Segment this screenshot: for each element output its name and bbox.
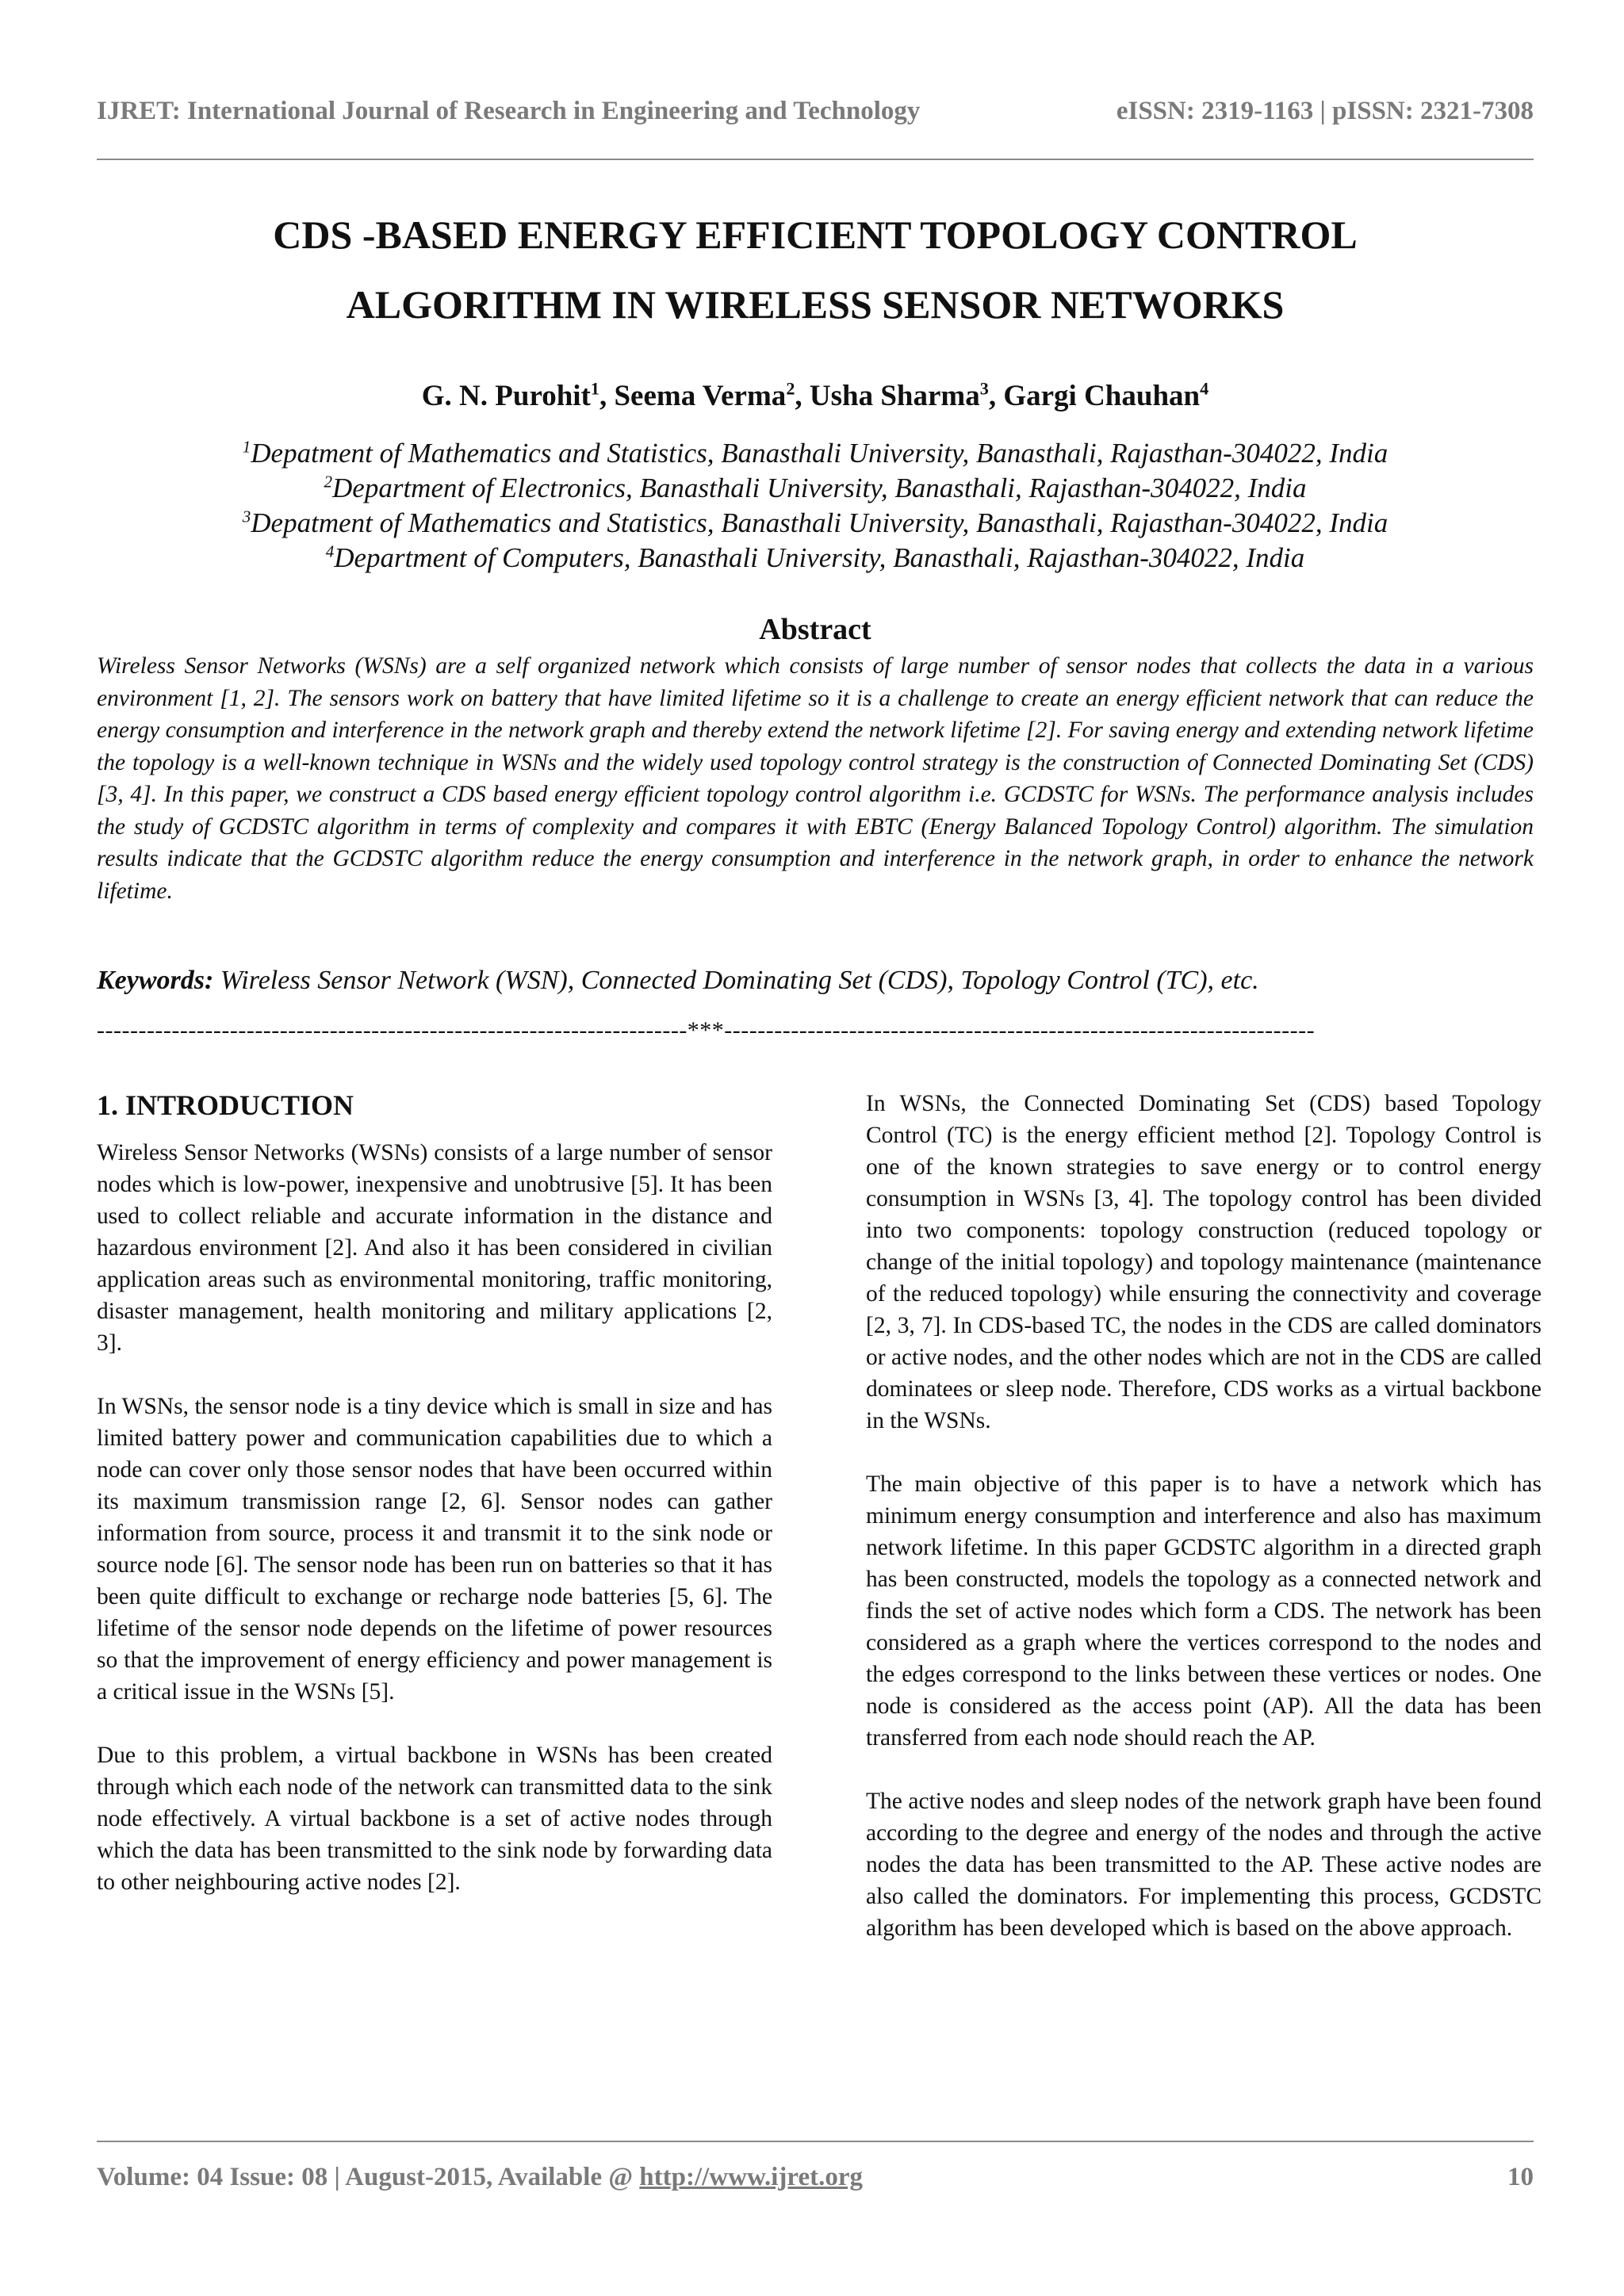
left-column (97, 1088, 772, 1930)
affiliation-list (97, 436, 1534, 576)
author-list: G. N. Purohit$^1$, Seema Verma$^2$, Usha Sharma$^3$, Gargi Chauhan$^4$ (421, 378, 1209, 412)
author-name: Gargi Chauhan (1003, 380, 1201, 412)
author-sup: 4 (1200, 378, 1209, 399)
author-name: Usha Sharma (809, 380, 980, 412)
affiliation: $^1$Depatment of Mathematics and Statistics, Banasthali University, Banasthali, Rajasthan-304022, India (242, 437, 1388, 469)
paragraph: The active nodes and sleep nodes of the network graph have been found according to the degree and energy of the nodes and through the active nodes the data has been transmitted to the AP. These active nodes are also called the dominators. For implementing this process, GCDSTC algorithm has been developed which is based on the above approach. (866, 1789, 1542, 1941)
title-line-2: ALGORITHM IN WIRELESS SENSOR NETWORKS (346, 282, 1285, 327)
running-footer (97, 2163, 1534, 2192)
affiliation: $^2$Department of Electronics, Banasthali University, Banasthali, Rajasthan-304022, India (324, 472, 1307, 503)
page-number: 10 (1507, 2163, 1534, 2191)
journal-name: IJRET: International Journal of Research in Engineering and Technology (97, 97, 921, 125)
author-sup: 2 (786, 378, 795, 399)
paragraph: Wireless Sensor Networks (WSNs) consists of a large number of sensor nodes which is low-power, inexpensive and unobtrusive [5]. It has been used to collect reliable and accurate information in the distance and hazardous environment [2]. And also it has been considered in civilian application areas such as environmental monitoring, traffic monitoring, disaster management, health monitoring and military applications [2, 3]. (97, 1140, 772, 1356)
title-line-1: CDS -BASED ENERGY EFFICIENT TOPOLOGY CONTROL (273, 212, 1358, 257)
keywords-label: Keywords: (97, 966, 214, 995)
issn-info: eISSN: 2319-1163 | pISSN: 2321-7308 (1116, 97, 1534, 125)
footer-rule (97, 2141, 1534, 2142)
abstract-heading: Abstract (759, 613, 871, 646)
keywords-text: Wireless Sensor Network (WSN), Connected Dominating Set (CDS), Topology Control (TC), etc. (220, 966, 1259, 995)
paragraph: Due to this problem, a virtual backbone in WSNs has been created through which each node of the network can transmitted data to the sink node effectively. A virtual backbone is a set of active nodes through which the data has been transmitted to the sink node by forwarding data to other neighbouring active nodes [2]. (97, 1743, 772, 1895)
paragraph: In WSNs, the Connected Dominating Set (CDS) based Topology Control (TC) is the energy efficient method [2]. Topology Control is one of the known strategies to save energy or to control energy consumption in WSNs [3, 4]. The topology control has been divided into two components: topology construction (reduced topology or change of the initial topology) and topology maintenance (maintenance of the reduced topology) while ensuring the connectivity and coverage [2, 3, 7]. In CDS-based TC, the nodes in the CDS are called dominators or active nodes, and the other nodes which are not in the CDS are called dominatees or sleep node. Therefore, CDS works as a virtual backbone in the WSNs. (866, 1091, 1542, 1433)
author-name: Seema Verma (614, 380, 787, 412)
affiliation: $^3$Depatment of Mathematics and Statistics, Banasthali University, Banasthali, Rajasthan-304022, India (242, 507, 1388, 538)
abstract-text: Wireless Sensor Networks (WSNs) are a self organized network which consists of large number of sensor nodes that collects the data in a various environment [1, 2]. The sensors work on battery that have limited lifetime so it is a challenge to create an energy efficient network that can reduce the energy consumption and interference in the network graph and thereby extend the network lifetime [2]. For saving energy and extending network lifetime the topology is a well-known technique in WSNs and the widely used topology control strategy is the construction of Connected Dominating Set (CDS) [3, 4]. In this paper, we construct a CDS based energy efficient topology control algorithm i.e. GCDSTC for WSNs. The performance analysis includes the study of GCDSTC algorithm in terms of complexity and compares it with EBTC (Energy Balanced Topology Control) algorithm. The simulation results indicate that the GCDSTC algorithm reduce the energy consumption and interference in the network graph, in order to enhance the network lifetime. (97, 653, 1534, 904)
volume-info: Volume: 04 Issue: 08 | August-2015, Available @ (97, 2163, 640, 2191)
paragraph: In WSNs, the sensor node is a tiny device which is small in size and has limited battery power and communication capabilities due to which a node can cover only those sensor nodes that have been occurred within its maximum transmission range [2, 6]. Sensor nodes can gather information from source, process it and transmit it to the sink node or source node [6]. The sensor node has been run on batteries so that it has been quite difficult to exchange or recharge node batteries [5, 6]. The lifetime of the sensor node depends on the lifetime of power resources so that the improvement of energy efficiency and power management is a critical issue in the WSNs [5]. (97, 1394, 772, 1705)
running-header (97, 97, 1534, 126)
author-sup: 3 (979, 378, 989, 399)
section-heading: 1. INTRODUCTION (97, 1089, 354, 1121)
right-column (866, 1088, 1542, 1976)
affiliation: $^4$Department of Computers, Banasthali University, Banasthali, Rajasthan-304022, India (325, 541, 1305, 573)
author-name: G. N. Purohit (421, 380, 591, 412)
section-divider: -----------------------------------------------------------------------***----------------------------------------------------------------------- (97, 1017, 1316, 1043)
paper-title (97, 200, 1534, 339)
journal-link[interactable]: http://www.ijret.org (639, 2163, 863, 2191)
paragraph: The main objective of this paper is to have a network which has minimum energy consumption and interference and also has maximum network lifetime. In this paper GCDSTC algorithm in a directed graph has been constructed, models the topology as a connected network and finds the set of active nodes which form a CDS. The network has been considered as a graph where the vertices correspond to the nodes and the edges correspond to the links between these vertices or nodes. One node is considered as the access point (AP). All the data has been transferred from each node should reach the AP. (866, 1471, 1542, 1751)
keywords (97, 966, 1534, 996)
author-sup: 1 (590, 378, 599, 399)
header-rule (97, 159, 1534, 160)
